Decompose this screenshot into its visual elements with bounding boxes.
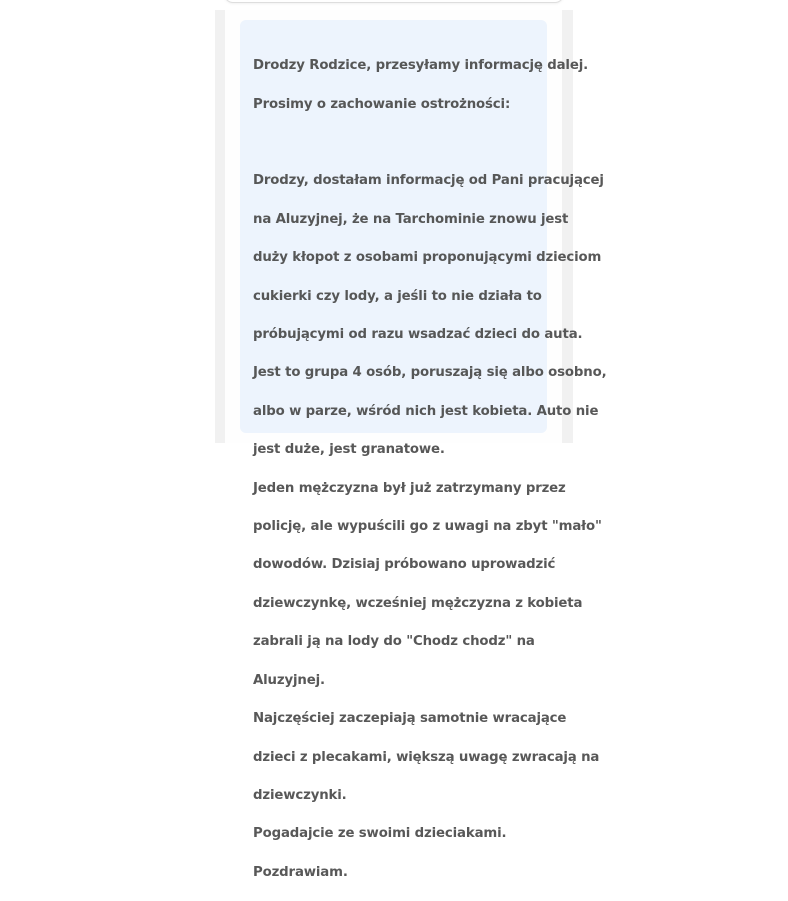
message-line: Jest to grupa 4 osób, poruszają się albo osobno, bbox=[253, 365, 607, 381]
message-line: Aluzyjnej. bbox=[253, 672, 325, 688]
message-line: dziewczynkę, wcześniej mężczyzna z kobieta bbox=[253, 595, 583, 611]
message-line: Drodzy, dostałam informację od Pani pracującej bbox=[253, 173, 604, 189]
message-line: Prosimy o zachowanie ostrożności: bbox=[253, 96, 511, 112]
message-bubble bbox=[240, 20, 607, 880]
message-line: Najczęściej zaczepiają samotnie wracające bbox=[253, 711, 567, 727]
message-line: jest duże, jest granatowe. bbox=[253, 442, 445, 458]
message-line: albo w parze, wśród nich jest kobieta. Auto nie bbox=[253, 403, 599, 419]
message-line: dziewczynki. bbox=[253, 787, 347, 803]
message-line: na Aluzyjnej, że na Tarchominie znowu jest bbox=[253, 211, 569, 227]
message-text bbox=[253, 37, 607, 901]
message-line: próbującymi od razu wsadzać dzieci do auta. bbox=[253, 327, 583, 343]
message-line: duży kłopot z osobami proponującymi dzieciom bbox=[253, 250, 602, 266]
message-line: Pozdrawiam. bbox=[253, 864, 348, 880]
message-line: Drodzy Rodzice, przesyłamy informację dalej. bbox=[253, 58, 589, 74]
message-line: cukierki czy lody, a jeśli to nie działa to bbox=[253, 288, 542, 304]
message-line: Pogadajcie ze swoimi dzieciakami. bbox=[253, 826, 507, 842]
message-line bbox=[253, 133, 547, 152]
message-line: zabrali ją na lody do "Chodz chodz" na bbox=[253, 634, 535, 650]
message-line: dowodów. Dzisiaj próbowano uprowadzić bbox=[253, 557, 556, 573]
previous-card-edge bbox=[225, 0, 563, 2]
message-line: dzieci z plecakami, większą uwagę zwracają na bbox=[253, 749, 600, 765]
message-line: Jeden mężczyzna był już zatrzymany przez bbox=[253, 480, 566, 496]
message-line: policję, ale wypuścili go z uwagi na zbyt "mało" bbox=[253, 519, 602, 535]
